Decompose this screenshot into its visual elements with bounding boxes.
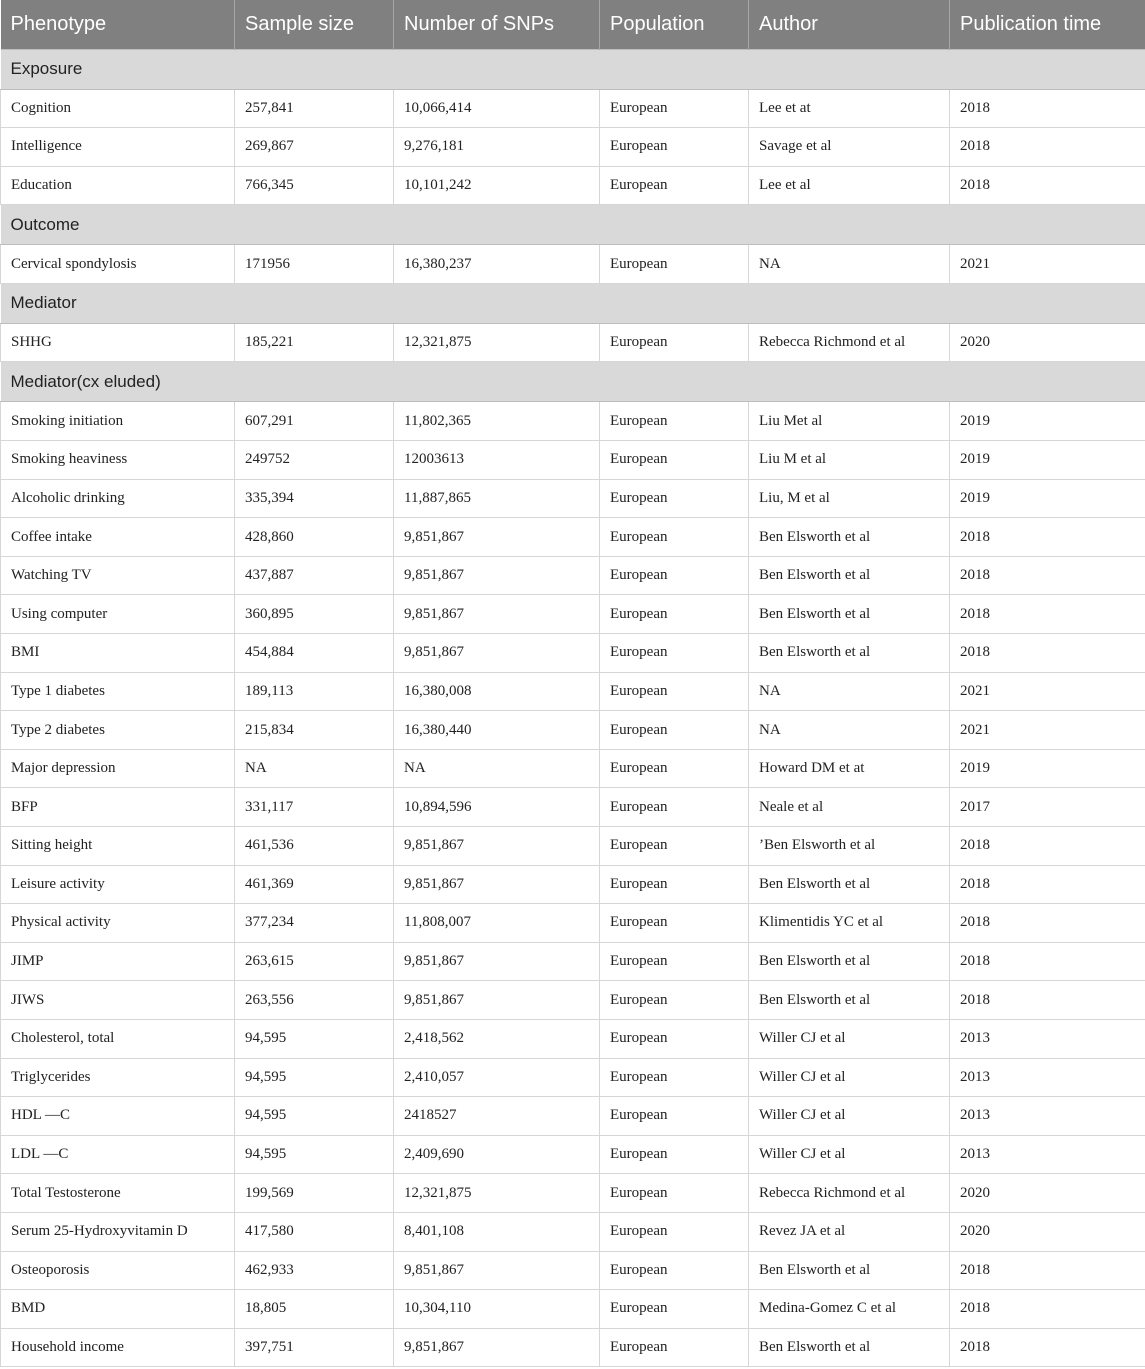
cell-phenotype: JIMP xyxy=(1,942,235,981)
cell-phenotype: Smoking heaviness xyxy=(1,441,235,480)
cell-population: European xyxy=(600,556,749,595)
cell-population: European xyxy=(600,1097,749,1136)
cell-number-of-snps: 12,321,875 xyxy=(394,323,600,362)
header-sample-size: Sample size xyxy=(235,0,394,49)
cell-phenotype: Serum 25-Hydroxyvitamin D xyxy=(1,1212,235,1251)
cell-author: Ben Elsworth et al xyxy=(749,518,950,557)
cell-publication-time: 2021 xyxy=(950,245,1145,284)
cell-population: European xyxy=(600,479,749,518)
table-row xyxy=(1,634,1145,673)
cell-population: European xyxy=(600,634,749,673)
table-row xyxy=(1,166,1145,205)
cell-phenotype: Smoking initiation xyxy=(1,402,235,441)
cell-author: Liu Met al xyxy=(749,402,950,441)
cell-phenotype: Physical activity xyxy=(1,904,235,943)
cell-sample-size: 249752 xyxy=(235,441,394,480)
table-row xyxy=(1,1135,1145,1174)
cell-number-of-snps: 10,304,110 xyxy=(394,1290,600,1329)
cell-population: European xyxy=(600,1212,749,1251)
cell-author: Ben Elsworth et al xyxy=(749,981,950,1020)
header-number-of-snps: Number of SNPs xyxy=(394,0,600,49)
section-header-row xyxy=(1,283,1145,323)
cell-sample-size: 377,234 xyxy=(235,904,394,943)
table-row xyxy=(1,865,1145,904)
cell-number-of-snps: 9,851,867 xyxy=(394,518,600,557)
cell-phenotype: Cholesterol, total xyxy=(1,1019,235,1058)
cell-publication-time: 2019 xyxy=(950,479,1145,518)
cell-phenotype: LDL —C xyxy=(1,1135,235,1174)
cell-number-of-snps: 10,101,242 xyxy=(394,166,600,205)
cell-number-of-snps: 2,418,562 xyxy=(394,1019,600,1058)
cell-number-of-snps: 9,276,181 xyxy=(394,128,600,167)
cell-publication-time: 2021 xyxy=(950,711,1145,750)
cell-population: European xyxy=(600,323,749,362)
cell-publication-time: 2013 xyxy=(950,1135,1145,1174)
cell-number-of-snps: 8,401,108 xyxy=(394,1212,600,1251)
cell-publication-time: 2018 xyxy=(950,595,1145,634)
cell-author: Willer CJ et al xyxy=(749,1058,950,1097)
cell-number-of-snps: 11,802,365 xyxy=(394,402,600,441)
header-author: Author xyxy=(749,0,950,49)
cell-sample-size: 185,221 xyxy=(235,323,394,362)
cell-phenotype: Leisure activity xyxy=(1,865,235,904)
header-row xyxy=(1,0,1145,49)
cell-author: Revez JA et al xyxy=(749,1212,950,1251)
cell-author: Liu, M et al xyxy=(749,479,950,518)
cell-sample-size: 397,751 xyxy=(235,1328,394,1367)
table-row xyxy=(1,402,1145,441)
cell-sample-size: 257,841 xyxy=(235,89,394,128)
cell-phenotype: BMD xyxy=(1,1290,235,1329)
cell-publication-time: 2018 xyxy=(950,1328,1145,1367)
table-row xyxy=(1,1058,1145,1097)
header-population: Population xyxy=(600,0,749,49)
cell-population: European xyxy=(600,245,749,284)
cell-publication-time: 2018 xyxy=(950,981,1145,1020)
table-row xyxy=(1,672,1145,711)
cell-population: European xyxy=(600,1135,749,1174)
table-body xyxy=(1,49,1145,1367)
cell-sample-size: 94,595 xyxy=(235,1135,394,1174)
cell-number-of-snps: 11,887,865 xyxy=(394,479,600,518)
table-row xyxy=(1,749,1145,788)
table-row xyxy=(1,788,1145,827)
table-row xyxy=(1,479,1145,518)
cell-publication-time: 2018 xyxy=(950,865,1145,904)
cell-sample-size: 269,867 xyxy=(235,128,394,167)
table-row xyxy=(1,128,1145,167)
cell-population: European xyxy=(600,711,749,750)
section-label: Mediator(cx eluded) xyxy=(1,362,1145,402)
cell-number-of-snps: 9,851,867 xyxy=(394,865,600,904)
cell-author: Willer CJ et al xyxy=(749,1097,950,1136)
cell-sample-size: 94,595 xyxy=(235,1097,394,1136)
cell-sample-size: 189,113 xyxy=(235,672,394,711)
cell-number-of-snps: 10,894,596 xyxy=(394,788,600,827)
cell-author: NA xyxy=(749,711,950,750)
cell-population: European xyxy=(600,595,749,634)
cell-phenotype: Triglycerides xyxy=(1,1058,235,1097)
cell-author: Rebecca Richmond et al xyxy=(749,323,950,362)
cell-phenotype: Watching TV xyxy=(1,556,235,595)
cell-number-of-snps: 16,380,237 xyxy=(394,245,600,284)
cell-population: European xyxy=(600,89,749,128)
cell-author: Ben Elsworth et al xyxy=(749,595,950,634)
cell-phenotype: Using computer xyxy=(1,595,235,634)
cell-phenotype: SHHG xyxy=(1,323,235,362)
cell-sample-size: 94,595 xyxy=(235,1058,394,1097)
cell-phenotype: JIWS xyxy=(1,981,235,1020)
cell-population: European xyxy=(600,441,749,480)
table-row xyxy=(1,518,1145,557)
cell-author: Rebecca Richmond et al xyxy=(749,1174,950,1213)
cell-population: European xyxy=(600,1019,749,1058)
cell-author: Ben Elsworth et al xyxy=(749,1328,950,1367)
cell-population: European xyxy=(600,788,749,827)
cell-publication-time: 2018 xyxy=(950,942,1145,981)
table-header xyxy=(1,0,1145,49)
cell-publication-time: 2020 xyxy=(950,1212,1145,1251)
cell-author: Ben Elsworth et al xyxy=(749,865,950,904)
cell-population: European xyxy=(600,749,749,788)
table-row xyxy=(1,1328,1145,1367)
cell-phenotype: Cognition xyxy=(1,89,235,128)
table-row xyxy=(1,827,1145,866)
cell-author: ’Ben Elsworth et al xyxy=(749,827,950,866)
cell-sample-size: 263,556 xyxy=(235,981,394,1020)
cell-sample-size: NA xyxy=(235,749,394,788)
cell-publication-time: 2018 xyxy=(950,904,1145,943)
cell-publication-time: 2019 xyxy=(950,749,1145,788)
table-row xyxy=(1,595,1145,634)
cell-publication-time: 2018 xyxy=(950,1251,1145,1290)
cell-phenotype: Intelligence xyxy=(1,128,235,167)
cell-publication-time: 2018 xyxy=(950,1290,1145,1329)
section-label: Outcome xyxy=(1,205,1145,245)
cell-phenotype: Household income xyxy=(1,1328,235,1367)
cell-author: Neale et al xyxy=(749,788,950,827)
cell-sample-size: 607,291 xyxy=(235,402,394,441)
cell-author: Lee et al xyxy=(749,166,950,205)
cell-publication-time: 2018 xyxy=(950,166,1145,205)
table-row xyxy=(1,245,1145,284)
cell-number-of-snps: 9,851,867 xyxy=(394,595,600,634)
cell-population: European xyxy=(600,128,749,167)
cell-population: European xyxy=(600,166,749,205)
cell-number-of-snps: 16,380,008 xyxy=(394,672,600,711)
cell-author: Ben Elsworth et al xyxy=(749,634,950,673)
table-row xyxy=(1,711,1145,750)
cell-phenotype: Major depression xyxy=(1,749,235,788)
cell-author: Willer CJ et al xyxy=(749,1019,950,1058)
cell-sample-size: 263,615 xyxy=(235,942,394,981)
section-header-row xyxy=(1,362,1145,402)
cell-publication-time: 2013 xyxy=(950,1097,1145,1136)
cell-number-of-snps: 9,851,867 xyxy=(394,942,600,981)
cell-population: European xyxy=(600,1251,749,1290)
cell-sample-size: 437,887 xyxy=(235,556,394,595)
cell-sample-size: 428,860 xyxy=(235,518,394,557)
cell-publication-time: 2019 xyxy=(950,402,1145,441)
table-row xyxy=(1,89,1145,128)
table-row xyxy=(1,556,1145,595)
cell-publication-time: 2017 xyxy=(950,788,1145,827)
cell-sample-size: 417,580 xyxy=(235,1212,394,1251)
cell-phenotype: Sitting height xyxy=(1,827,235,866)
cell-publication-time: 2013 xyxy=(950,1058,1145,1097)
cell-author: Ben Elsworth et al xyxy=(749,942,950,981)
cell-population: European xyxy=(600,904,749,943)
cell-sample-size: 215,834 xyxy=(235,711,394,750)
cell-population: European xyxy=(600,942,749,981)
cell-author: Ben Elsworth et al xyxy=(749,1251,950,1290)
cell-population: European xyxy=(600,865,749,904)
cell-number-of-snps: 12,321,875 xyxy=(394,1174,600,1213)
section-header-row xyxy=(1,205,1145,245)
cell-publication-time: 2018 xyxy=(950,634,1145,673)
cell-sample-size: 18,805 xyxy=(235,1290,394,1329)
cell-population: European xyxy=(600,402,749,441)
cell-number-of-snps: 9,851,867 xyxy=(394,827,600,866)
cell-publication-time: 2021 xyxy=(950,672,1145,711)
table-row xyxy=(1,1290,1145,1329)
table-row xyxy=(1,1019,1145,1058)
header-publication-time: Publication time xyxy=(960,12,1102,35)
cell-number-of-snps: 11,808,007 xyxy=(394,904,600,943)
cell-number-of-snps: 16,380,440 xyxy=(394,711,600,750)
cell-author: Klimentidis YC et al xyxy=(749,904,950,943)
cell-sample-size: 94,595 xyxy=(235,1019,394,1058)
cell-author: Liu M et al xyxy=(749,441,950,480)
cell-publication-time: 2018 xyxy=(950,518,1145,557)
cell-phenotype: BFP xyxy=(1,788,235,827)
cell-author: Willer CJ et al xyxy=(749,1135,950,1174)
cell-number-of-snps: 2418527 xyxy=(394,1097,600,1136)
table-row xyxy=(1,441,1145,480)
cell-population: European xyxy=(600,981,749,1020)
table-row xyxy=(1,981,1145,1020)
cell-number-of-snps: 10,066,414 xyxy=(394,89,600,128)
cell-sample-size: 199,569 xyxy=(235,1174,394,1213)
cell-population: European xyxy=(600,1328,749,1367)
cell-author: Ben Elsworth et al xyxy=(749,556,950,595)
cell-population: European xyxy=(600,827,749,866)
table-row xyxy=(1,323,1145,362)
cell-publication-time: 2013 xyxy=(950,1019,1145,1058)
cell-publication-time: 2018 xyxy=(950,128,1145,167)
cell-sample-size: 461,536 xyxy=(235,827,394,866)
cell-author: Savage et al xyxy=(749,128,950,167)
cell-population: European xyxy=(600,1290,749,1329)
cell-number-of-snps: 9,851,867 xyxy=(394,981,600,1020)
cell-population: European xyxy=(600,672,749,711)
table-row xyxy=(1,1251,1145,1290)
section-label: Mediator xyxy=(1,283,1145,323)
cell-author: Medina-Gomez C et al xyxy=(749,1290,950,1329)
cell-sample-size: 454,884 xyxy=(235,634,394,673)
cell-publication-time: 2018 xyxy=(950,89,1145,128)
cell-phenotype: Osteoporosis xyxy=(1,1251,235,1290)
table-row xyxy=(1,1212,1145,1251)
cell-number-of-snps: 2,410,057 xyxy=(394,1058,600,1097)
header-phenotype: Phenotype xyxy=(1,0,235,49)
cell-sample-size: 461,369 xyxy=(235,865,394,904)
cell-publication-time: 2018 xyxy=(950,827,1145,866)
cell-population: European xyxy=(600,1058,749,1097)
table-row xyxy=(1,904,1145,943)
cell-number-of-snps: 12003613 xyxy=(394,441,600,480)
cell-phenotype: Alcoholic drinking xyxy=(1,479,235,518)
cell-population: European xyxy=(600,518,749,557)
cell-author: NA xyxy=(749,245,950,284)
table-row xyxy=(1,942,1145,981)
cell-publication-time: 2020 xyxy=(950,1174,1145,1213)
cell-sample-size: 360,895 xyxy=(235,595,394,634)
cell-number-of-snps: 9,851,867 xyxy=(394,634,600,673)
cell-phenotype: Type 2 diabetes xyxy=(1,711,235,750)
cell-author: Lee et at xyxy=(749,89,950,128)
cell-phenotype: Cervical spondylosis xyxy=(1,245,235,284)
section-label: Exposure xyxy=(1,49,1145,89)
cell-phenotype: Type 1 diabetes xyxy=(1,672,235,711)
cell-phenotype: Total Testosterone xyxy=(1,1174,235,1213)
table-row xyxy=(1,1174,1145,1213)
cell-publication-time: 2019 xyxy=(950,441,1145,480)
cell-author: NA xyxy=(749,672,950,711)
cell-sample-size: 766,345 xyxy=(235,166,394,205)
cell-number-of-snps: 9,851,867 xyxy=(394,556,600,595)
cell-sample-size: 331,117 xyxy=(235,788,394,827)
cell-number-of-snps: 9,851,867 xyxy=(394,1251,600,1290)
cell-phenotype: Education xyxy=(1,166,235,205)
cell-phenotype: HDL —C xyxy=(1,1097,235,1136)
cell-sample-size: 335,394 xyxy=(235,479,394,518)
cell-publication-time: 2020 xyxy=(950,323,1145,362)
cell-number-of-snps: 2,409,690 xyxy=(394,1135,600,1174)
cell-sample-size: 462,933 xyxy=(235,1251,394,1290)
cell-population: European xyxy=(600,1174,749,1213)
cell-sample-size: 171956 xyxy=(235,245,394,284)
cell-number-of-snps: NA xyxy=(394,749,600,788)
cell-publication-time: 2018 xyxy=(950,556,1145,595)
cell-phenotype: BMI xyxy=(1,634,235,673)
table-row xyxy=(1,1097,1145,1136)
section-header-row xyxy=(1,49,1145,89)
cell-number-of-snps: 9,851,867 xyxy=(394,1328,600,1367)
cell-author: Howard DM et at xyxy=(749,749,950,788)
cell-phenotype: Coffee intake xyxy=(1,518,235,557)
